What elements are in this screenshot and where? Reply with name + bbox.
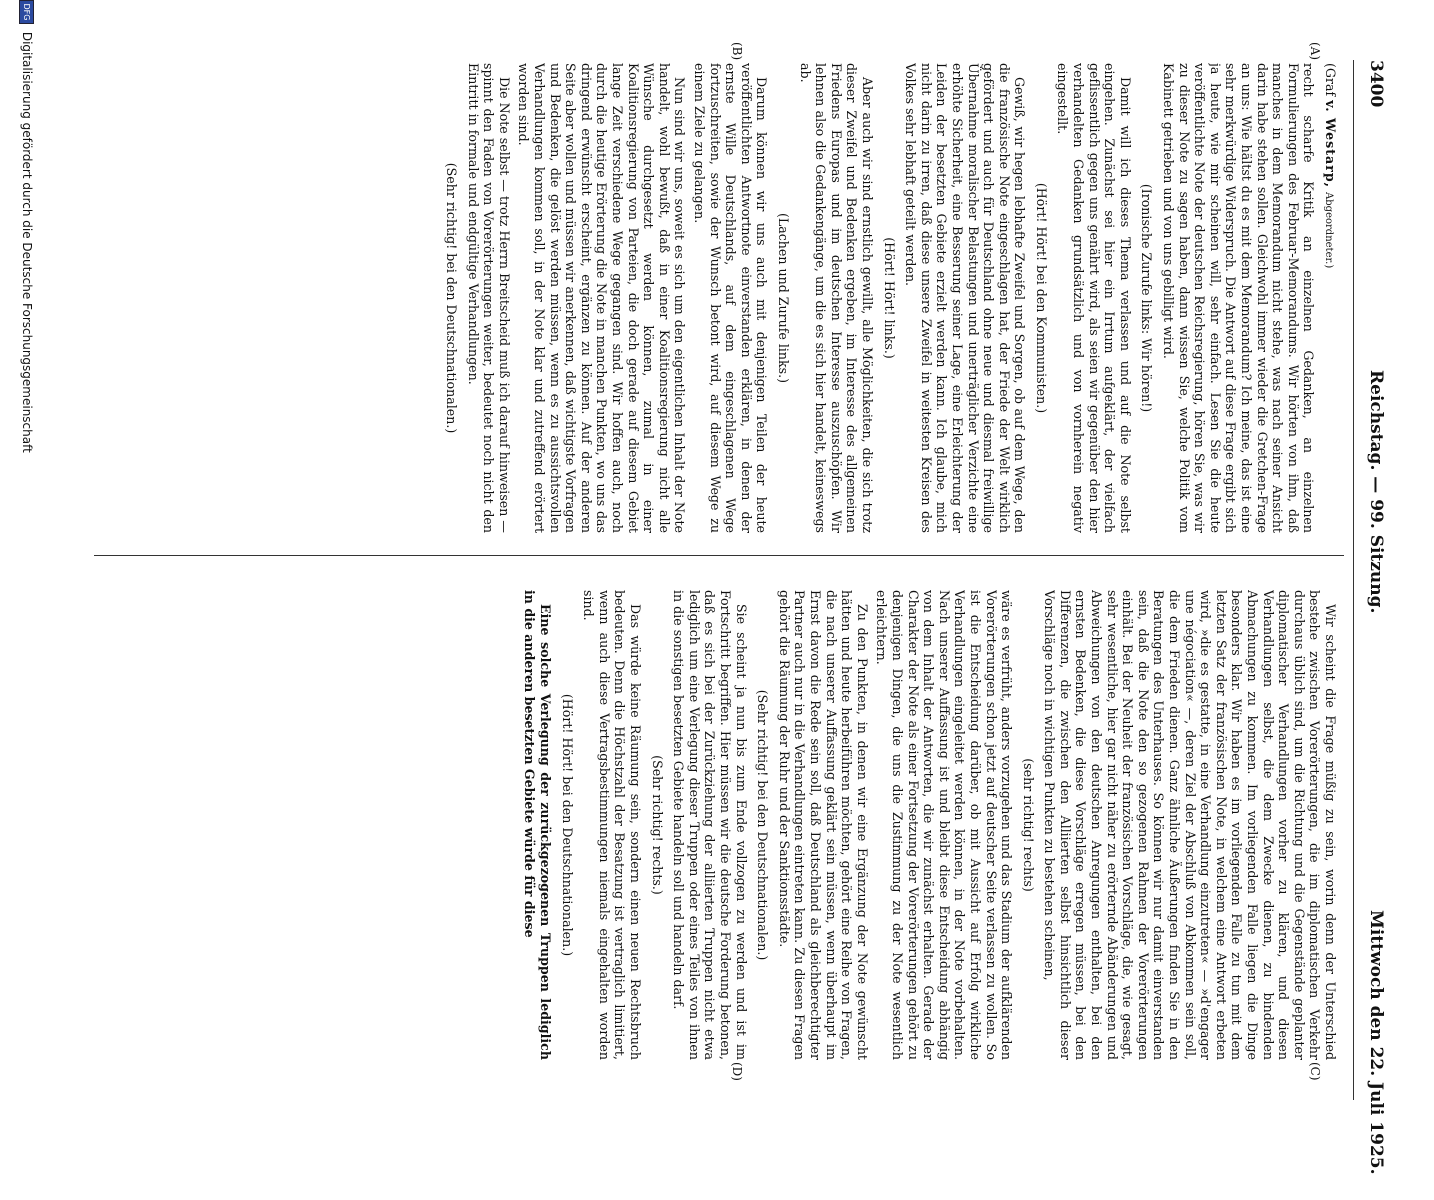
interjection: (Lachen und Zurufe links.): [776, 212, 791, 384]
digitization-credit: [19, 0, 34, 1000]
page-header: [1356, 60, 1386, 1200]
running-title: Reichstag. — 99. Sitzung.: [1366, 370, 1386, 614]
interjection: (Sehr richtig! rechts.): [649, 755, 665, 895]
paragraph: Die Note selbst — trotz Herrn Breitscheid muß ich darauf hinweisen — spinnt den Faden von Vorerörterungen weiter, bedeutet noch nicht den Eintritt in formale und endgültige Verhandlungen.: [465, 63, 512, 533]
speaker-role: Abgeordneter.): [1323, 192, 1334, 269]
session-date: Mittwoch den 22. Juli 1925.: [1366, 910, 1386, 1175]
margin-mark-d: (D): [730, 1062, 744, 1081]
paragraph: Damit will ich dieses Thema verlassen und auf die Note selbst eingehen. Zunächst sei hier ein Irrtum aufgeklärt, der vielfach geflissentlich gegen uns genährt wird, als seien wir gegenüber den hier verhandelten Gedanken grundsätzlich und von vornherein negativ eingestellt.: [1055, 63, 1133, 533]
header-rule: [1353, 60, 1354, 1100]
interjection: (Sehr richtig! bei den Deutschnationalen.): [444, 162, 460, 434]
interjection: (sehr richtig! rechts): [1020, 758, 1036, 892]
left-column: [98, 63, 1338, 533]
margin-mark-c: (C): [1308, 1062, 1322, 1081]
right-column: [98, 590, 1338, 1060]
paragraph: Nun sind wir uns, soweit es sich um den eigentlichen Inhalt der Note handelt, wohl bewußt, daß in einer Koalitionsregierung nicht alle Wünsche durchgesetzt werden können, zumal in einer Koalitionsregierung von Parteien, die doch gerade auf diesem Gebiet lange Zeit verschiedene Wege gegangen sind. Wir hoffen auch, noch durch die heutige Erörterung die Note in manchen Punkten, wo uns das dringend erwünscht erscheint, ergänzen zu können. Auf der anderen Seite aber wollen und müssen wir anerkennen, daß wichtigste Vorfragen und Bedenken, die gelöst werden müssen, wenn es zu aussichtsvollen Verhandlungen kommen soll, in der Note klar und zutreffend erörtert worden sind.: [516, 63, 688, 533]
margin-mark-b: (B): [730, 42, 744, 61]
paragraph: Darum können wir uns auch mit denjenigen Teilen der heute veröffentlichten Antwortnote einverstanden erklären, in denen der ernste Wille Deutschlands, auf dem eingeschlagenen Wege fortzuschreiten, sowie der Wunsch betont wird, auf diesem Wege zu einem Ziele zu gelangen.: [692, 63, 770, 533]
speaker-prefix: (Graf: [1323, 63, 1338, 97]
dfg-logo-icon: DFG: [19, 0, 34, 24]
paragraph: Zu den Punkten, in denen wir eine Ergänzung der Note gewünscht hätten und heute herbeiführen möchten, gehört eine Reihe von Fragen, die nach unserer Auffassung geklärt sein müssen, wenn überhaupt im Ernst davon die Rede sein soll, daß Deutschland als gleichberechtigter Partner auch nur in die Verhandlungen eintreten kann. Zu diesen Fragen gehört die Räumung der Ruhr und der Sanktionsstädte.: [776, 590, 870, 1060]
paragraph: Gewiß, wir hegen lebhafte Zweifel und Sorgen, ob auf dem Wege, den die französische Note eingeschlagen hat, der Friede der Welt wirklich gefördert und auch für Deutschland ohne neue und diesmal freiwillige Übernahme moralischer Belastungen und unerträglicher Verzichte eine erhöhte Sicherheit, eine Besserung seiner Lage, eine Erleichterung der Leiden der besetzten Gebiete erzielt werden kann. Ich glaube, mich nicht darin zu irren, daß diese unsere Zweifel in weitesten Kreisen des Volkes sehr lebhaft geteilt werden.: [903, 63, 1028, 533]
interjection: (Sehr richtig! bei den Deutschnationalen.): [755, 689, 771, 961]
margin-mark-a: (A): [1308, 42, 1322, 61]
paragraph: wäre es verfrüht, anders vorzugehen und das Stadium der aufklärenden Vorerörterungen schon jetzt auf deutscher Seite verlassen zu wollen. So ist die Entscheidung darüber, ob mit Aussicht auf Erfolg wirkliche Verhandlungen eingeleitet werden können, in der Note vorbehalten. Nach unserer Auffassung ist und bleibt diese Entscheidung abhängig von dem Inhalt der Antworten, die wir zunächst erhalten. Gerade der Charakter der Note als einer Fortsetzung der Vorerörterungen gehört zu denjenigen Dingen, die uns die Zustimmung zu der Note wesentlich erleichtern.: [874, 590, 1015, 1060]
speaker-name: v. Westarp,: [1323, 100, 1338, 189]
paragraph: Das würde keine Räumung sein, sondern einen neuen Rechtsbruch bedeuten. Denn die Höchstzahl der Besatzung ist vertraglich limitiert, wenn auch diese Vertragsbestimmungen niemals eingehalten worden sind.: [581, 590, 644, 1060]
interjection: (Hört! Hört! links.): [881, 237, 897, 359]
paragraph: Sie scheint ja nun bis zum Ende vollzogen zu werden und ist im Fortschritt begriffen. Hier müssen wir die deutsche Forderung betonen, daß es sich bei der Zurückziehung der alliierten Truppen nicht etwa lediglich um eine Verlegung dieser Truppen oder eines Teiles von ihnen in die sonstigen besetzten Gebiete handeln soll und handeln darf.: [671, 590, 749, 1060]
paragraph: recht scharfe Kritik an einzelnen Gedanken, an einzelnen Formulierungen des Februar-Memorandums. Wir hörten von ihm, daß manches in dem Memorandum nicht stehe, was nach seiner Ansicht darin habe stehen sollen. Gleichwohl immer wieder die Gretchen-Frage an uns: Wie hältst du es mit dem Memorandum? Ich meine, das ist eine sehr merkwürdige Widerspruch. Die Antwort auf diese Frage ergibt sich ja heute, wie mir scheinen will, sehr einfach. Lesen Sie die heute veröffentlichte Note der deutschen Reichsregierung, hören Sie, was wir zu dieser Note zu sagen haben, dann wissen Sie, welche Politik vom Kabinett getrieben und von uns gebilligt wird.: [1161, 63, 1317, 533]
paragraph: Wir scheint die Frage müßig zu sein, worin denn der Unterschied bestehe zwischen Vorerörterungen, die im diplomatischen Verkehr durchaus üblich sind, um die Richtung und die Gegenstände geplanter diplomatischer Verhandlungen vorher zu klären, und diesen Verhandlungen selbst, die dem Zwecke dienen, zu bindenden Abmachungen zu kommen. Im vorliegenden Falle liegen die Dinge besonders klar. Wir haben es im vorliegenden Falle zu tun mit dem letzten Satz der französischen Note, in welchem eine Antwort erbeten wird, »die es gestatte, in eine Verhandlung einzutreten« — »d'engager une négociation« —, deren Ziel der Abschluß von Abkommen sein soll, die dem Frieden dienen. Ganz ähnliche Äußerungen finden Sie in den Beratungen des Unterhauses. So können wir nur damit einverstanden sein, daß die Note den so gezogenen Rahmen der Vorerörterungen einhält. Bei der Neuheit der französischen Vorschläge, die, wie gesagt, sehr wesentliche, hier gar nicht näher zu erörternde Abänderungen und Abweichungen von den deutschen Anregungen enthalten, bei den ernsten Bedenken, die diese Vorschläge erregen müssen, bei den Differenzen, die zwischen den Alliierten selbst hinsichtlich dieser Vorschläge noch in wichtigen Punkten zu bestehen scheinen,: [1042, 590, 1338, 1060]
speaker-line: [1320, 63, 1338, 533]
paragraph: Aber auch wir sind ernstlich gewillt, alle Möglichkeiten, die sich trotz dieser Zweifel und Bedenken ergeben, im Interesse des allgemeinen Friedens Europas und im deutschen Interesse auszuschöpfen. Wir lehnen also die Gedankengänge, um die es sich hier handelt, keineswegs ab.: [797, 63, 875, 533]
page-number: 3400: [1366, 60, 1386, 108]
credit-text: Digitalisierung gefördert durch die Deutsche Forschungsgemeinschaft: [20, 31, 34, 453]
column-divider: [94, 555, 1344, 556]
interjection: (Ironische Zurufe links: Wir hören!): [1139, 183, 1155, 413]
interjection: (Hört! Hört! bei den Deutschnationalen.): [559, 693, 575, 957]
interjection: (Hört! Hört! bei den Kommunisten.): [1033, 182, 1049, 414]
paragraph: Eine solche Verlegung der zurückgezogenen Truppen lediglich in die anderen besetzten Gebiete würde für diese: [522, 590, 554, 1060]
